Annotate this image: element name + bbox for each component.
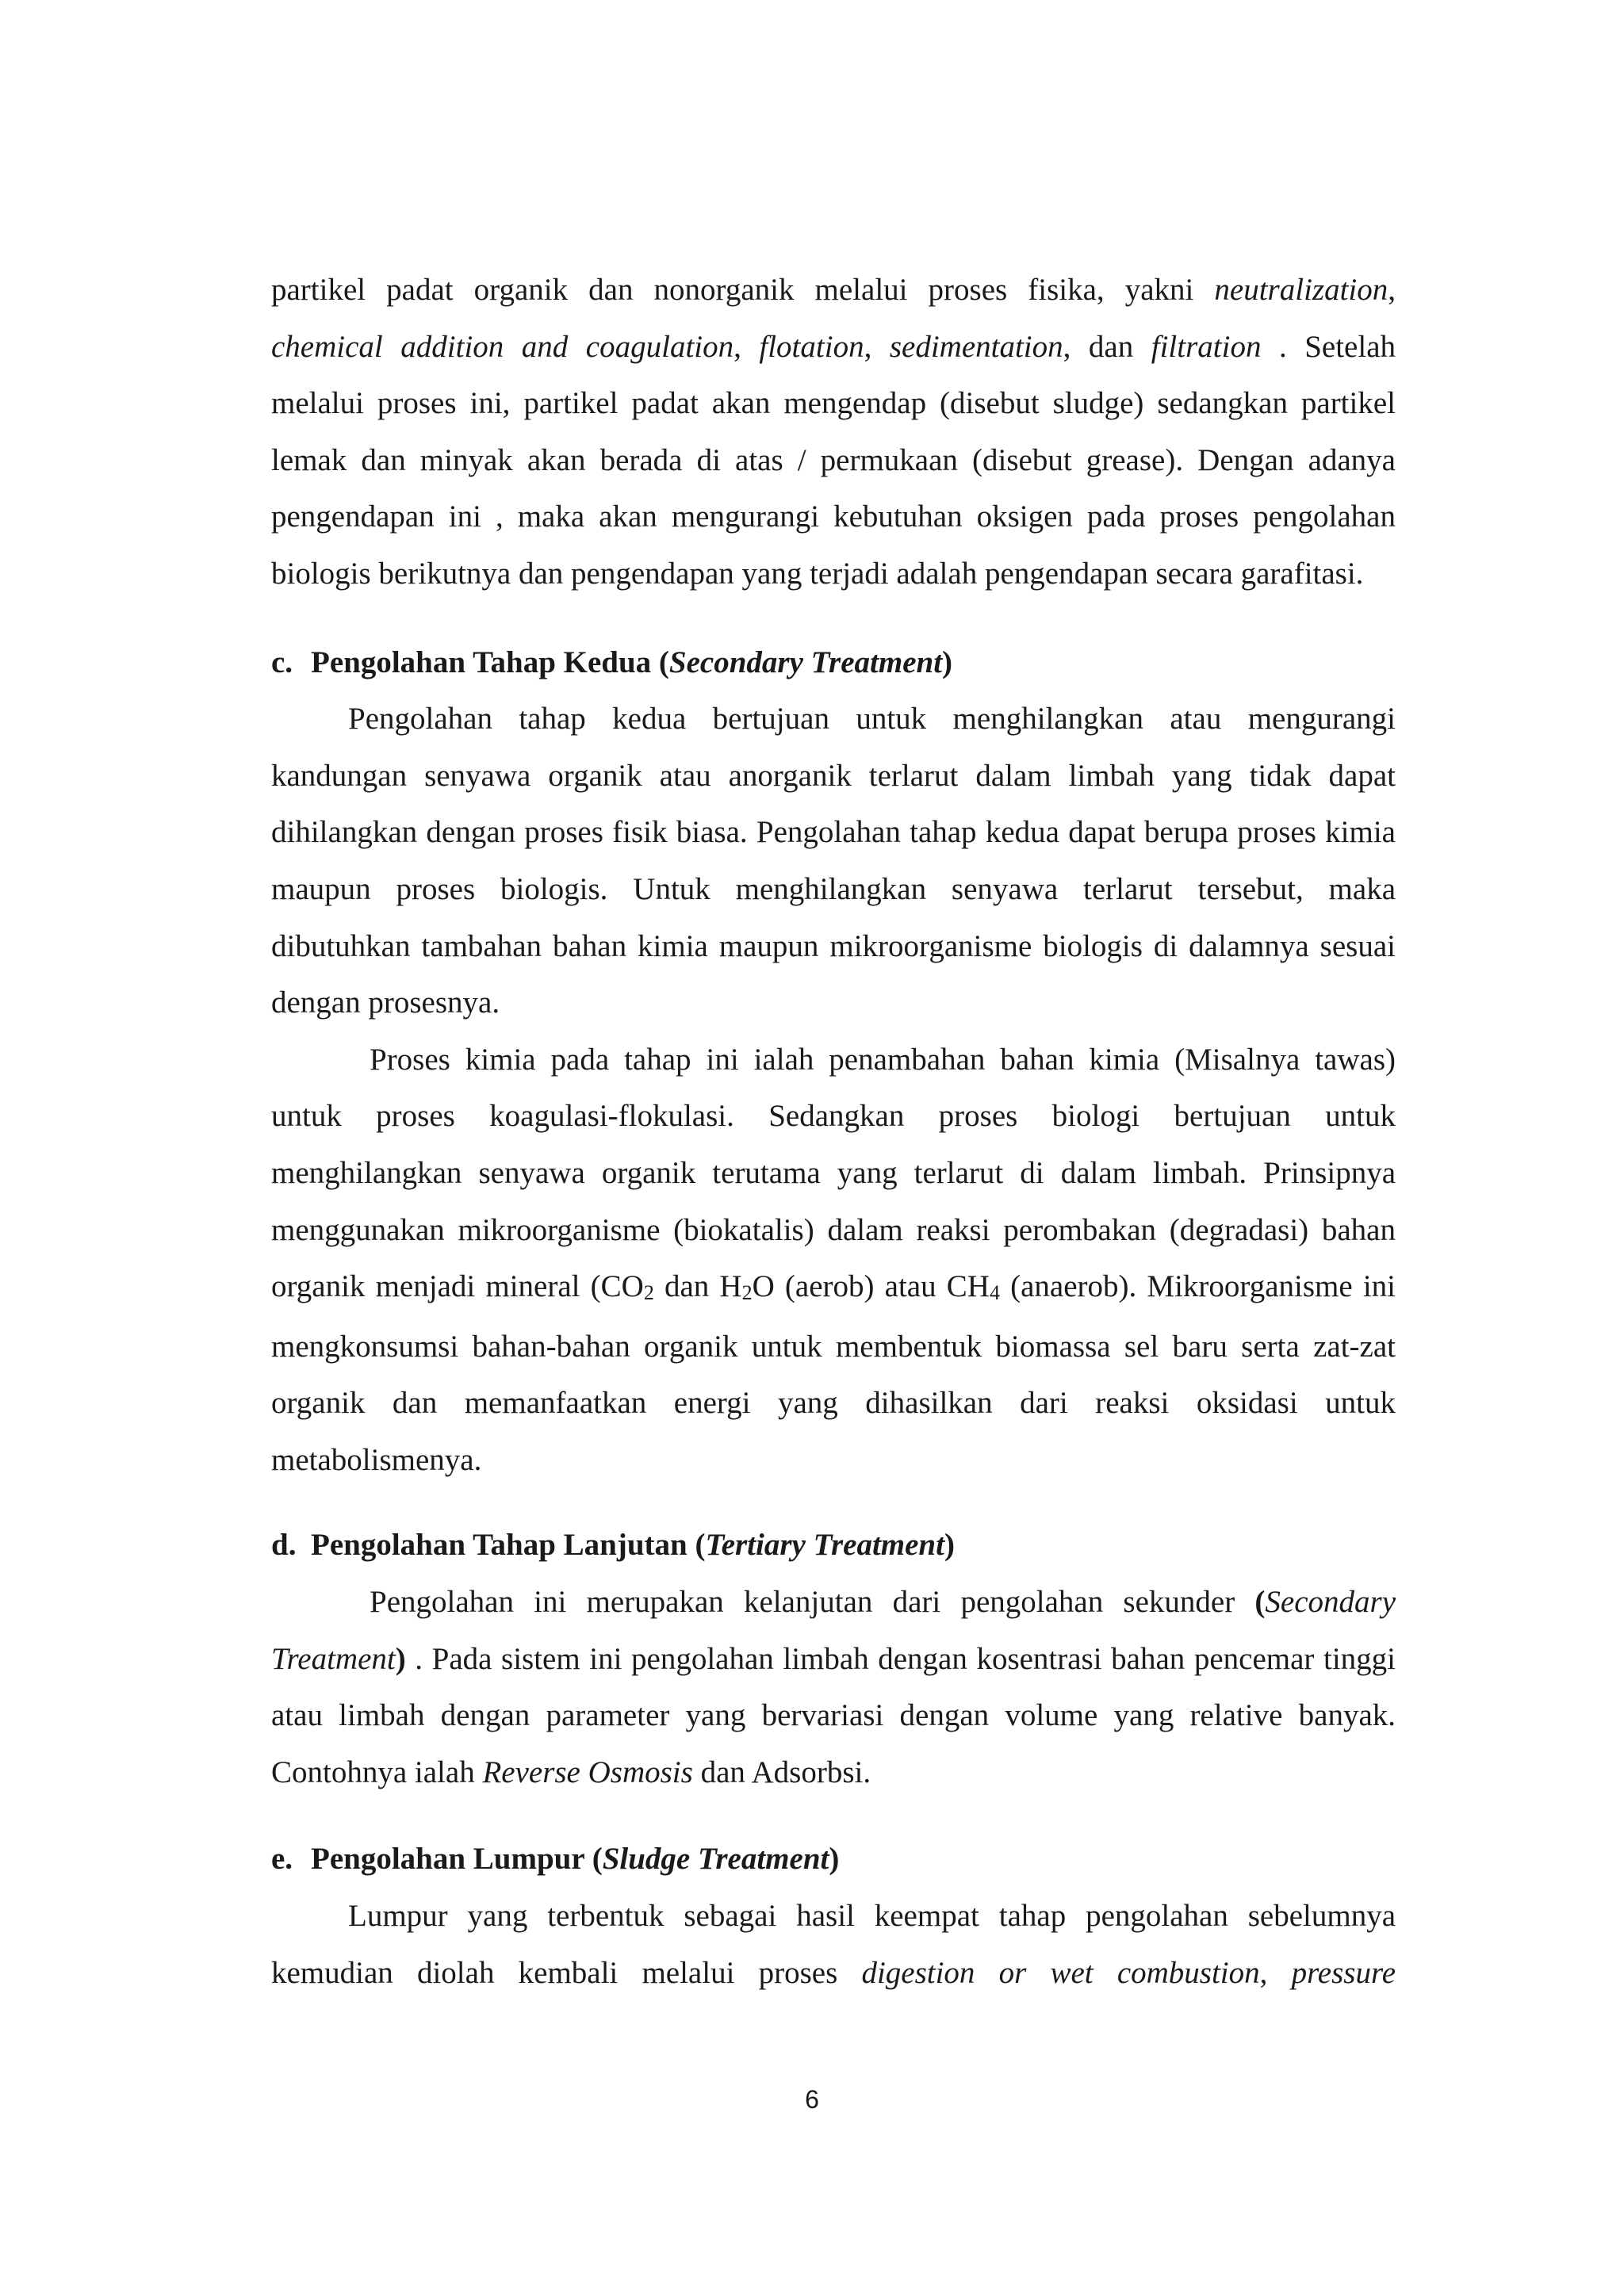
heading-text: Pengolahan Lumpur ( <box>311 1842 603 1877</box>
paragraph-d1 <box>271 1574 1396 1800</box>
italic-term: sedimentation <box>889 329 1063 364</box>
document-page <box>271 262 1396 2001</box>
italic-term: pressure <box>1291 1955 1396 1990</box>
heading-text: ) <box>942 645 953 679</box>
italic-term: filtration <box>1151 329 1262 364</box>
heading-italic: Sludge Treatment <box>602 1842 829 1877</box>
heading-text: Pengolahan Tahap Kedua ( <box>311 645 669 679</box>
paragraph-c2 <box>271 1031 1396 1489</box>
text-run: . Setelah melalui proses ini, partikel padat akan mengendap (disebut sludge) sedangkan partikel lemak dan minyak akan berada di atas / permukaan (disebut grease). Dengan adanya pengendapan ini , maka akan mengurangi kebutuhan oksigen pada proses pengolahan biologis berikutnya dan pengendapan yang terjadi adalah pengendapan secara garafitasi. <box>271 329 1396 591</box>
italic-term: neutralization <box>1214 273 1388 307</box>
section-heading-c <box>271 634 1396 691</box>
heading-letter: c. <box>271 645 293 679</box>
text-run: , dan <box>1063 329 1151 364</box>
text-run: partikel padat organik dan nonorganik melalui proses fisika, yakni <box>271 273 1215 307</box>
text-run: , <box>733 329 760 364</box>
heading-text: ) <box>829 1842 840 1877</box>
italic-term: flotation <box>759 329 864 364</box>
bold-paren: ( <box>1254 1585 1266 1620</box>
heading-text: ) <box>944 1528 955 1563</box>
subscript: 2 <box>643 1281 654 1305</box>
section-heading-d <box>271 1517 1396 1574</box>
paragraph-e1 <box>271 1888 1396 2001</box>
text-run: (anaerob). Mikroorganisme ini mengkonsumsi bahan-bahan organik untuk membentuk biomassa sel baru serta zat-zat organik dan memanfaatkan energi yang dihasilkan dari reaksi oksidasi untuk metabolismenya. <box>271 1269 1396 1477</box>
text-run: Lumpur yang terbentuk sebagai hasil keempat tahap pengolahan sebelumnya kemudian diolah kembali melalui proses <box>271 1899 1396 1990</box>
text-run: . Pada sistem ini pengolahan limbah dengan kosentrasi bahan pencemar tinggi atau limbah dengan parameter yang bervariasi dengan volume yang relative banyak. Contohnya ialah <box>271 1641 1396 1789</box>
section-heading-e <box>271 1831 1396 1888</box>
text-run: dan H <box>653 1269 742 1304</box>
heading-letter: d. <box>271 1528 297 1563</box>
text-run: , <box>1388 273 1396 307</box>
heading-letter: e. <box>271 1842 293 1877</box>
italic-term: Reverse Osmosis <box>482 1755 693 1789</box>
italic-term: Secondary Treatment <box>271 1585 1396 1676</box>
text-run: O (aerob) atau CH <box>752 1269 990 1304</box>
bold-paren: ) <box>395 1641 406 1676</box>
subscript: 4 <box>989 1281 1000 1305</box>
heading-text: Pengolahan Tahap Lanjutan ( <box>311 1528 706 1563</box>
text-run: dan Adsorbsi. <box>692 1755 871 1789</box>
heading-italic: Secondary Treatment <box>668 645 943 679</box>
italic-term: digestion or wet combustion <box>861 1955 1260 1990</box>
text-run: Pengolahan ini merupakan kelanjutan dari pengolahan sekunder <box>370 1585 1255 1620</box>
paragraph-c1: Pengolahan tahap kedua bertujuan untuk menghilangkan atau mengurangi kandungan senyawa organik atau anorganik terlarut dalam limbah yang tidak dapat dihilangkan dengan proses fisik biasa. Pengolahan tahap kedua dapat berupa proses kimia maupun proses biologis. Untuk menghilangkan senyawa terlarut tersebut, maka dibutuhkan tambahan bahan kimia maupun mikroorganisme biologis di dalamnya sesuai dengan prosesnya. <box>271 702 1396 1020</box>
italic-term: chemical addition and coagulation <box>271 329 734 364</box>
text-run: Proses kimia pada tahap ini ialah penambahan bahan kimia (Misalnya tawas) untuk proses koagulasi-flokulasi. Sedangkan proses biologi bertujuan untuk menghilangkan senyawa organik terutama yang terlarut di dalam limbah. Prinsipnya menggunakan mikroorganisme (biokatalis) dalam reaksi perombakan (degradasi) bahan organik menjadi mineral (CO <box>271 1042 1396 1304</box>
text-run: , <box>1259 1955 1292 1990</box>
subscript: 2 <box>741 1281 753 1305</box>
text-run: , <box>864 329 890 364</box>
paragraph-intro <box>271 262 1396 603</box>
page-number: 6 <box>805 2085 819 2114</box>
heading-italic: Tertiary Treatment <box>705 1528 944 1563</box>
